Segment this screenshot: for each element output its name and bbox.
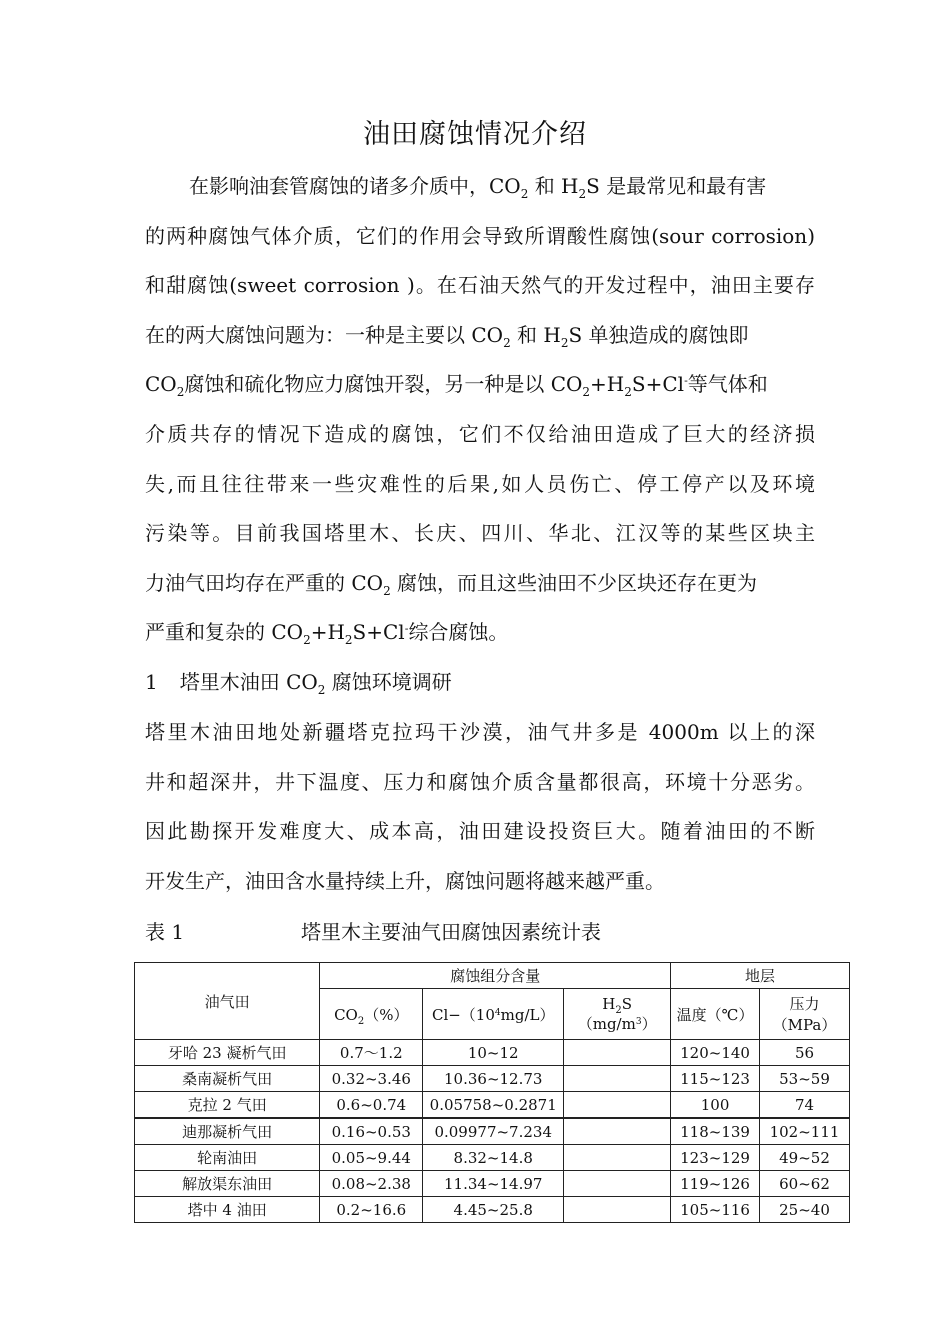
cell-field: 克拉 2 气田 xyxy=(135,1092,320,1119)
document-title: 油田腐蚀情况介绍 xyxy=(363,119,587,150)
cell-field: 轮南油田 xyxy=(135,1145,320,1171)
corrosion-factor-table xyxy=(134,962,850,1223)
cell-temp: 105~116 xyxy=(671,1197,760,1223)
text-line: 严重和复杂的 $CO_2+H_2S+Cl^-$综合腐蚀。 xyxy=(145,620,509,648)
cell-temp: 120~140 xyxy=(671,1040,760,1066)
table-row xyxy=(135,1040,850,1066)
text-line: 介质共存的情况下造成的腐蚀，它们不仅给油田造成了巨大的经济损 xyxy=(145,421,815,446)
text-line: 和甜腐蚀(sweet corrosion )。在石油天然气的开发过程中，油田主要存 xyxy=(145,273,815,298)
cell-pres: 49~52 xyxy=(760,1145,850,1171)
cell-temp: 100 xyxy=(671,1092,760,1119)
cell-h2s xyxy=(564,1118,671,1145)
cell-h2s xyxy=(564,1197,671,1223)
cell-pres: 53~59 xyxy=(760,1066,850,1092)
cell-field: 迪那凝析气田 xyxy=(135,1118,320,1145)
header-temperature: 温度（℃） xyxy=(671,989,760,1040)
text-line: $CO_2$腐蚀和硫化物应力腐蚀开裂，另一种是以 $CO_2+H_2S+Cl^-$等气体和 xyxy=(145,372,768,400)
cell-pres: 102~111 xyxy=(760,1118,850,1145)
text-line: 的两种腐蚀气体介质，它们的作用会导致所谓酸性腐蚀(sour corrosion) xyxy=(145,223,815,248)
text-line: 开发生产，油田含水量持续上升，腐蚀问题将越来越严重。 xyxy=(145,868,665,893)
header-field: 油气田 xyxy=(135,963,320,1040)
cell-co2: 0.6~0.74 xyxy=(320,1092,423,1119)
table-title: 塔里木主要油气田腐蚀因素统计表 xyxy=(301,920,601,944)
cell-co2: 0.32~3.46 xyxy=(320,1066,423,1092)
cell-cl: 8.32~14.8 xyxy=(423,1145,564,1171)
text-line: 因此勘探开发难度大、成本高，油田建设投资巨大。随着油田的不断 xyxy=(145,819,815,844)
survey-paragraph xyxy=(145,708,815,906)
text-line: 井和超深井，井下温度、压力和腐蚀介质含量都很高，环境十分恶劣。 xyxy=(145,769,815,794)
cell-temp: 119~126 xyxy=(671,1171,760,1197)
text-line: 在的两大腐蚀问题为：一种是主要以 $CO_2$ 和 $H_2S$ 单独造成的腐蚀即 xyxy=(145,322,749,350)
cell-h2s xyxy=(564,1066,671,1092)
cell-temp: 123~129 xyxy=(671,1145,760,1171)
table-row xyxy=(135,1171,850,1197)
table-caption xyxy=(145,917,601,947)
cell-co2: 0.05~9.44 xyxy=(320,1145,423,1171)
cell-field: 牙哈 23 凝析气田 xyxy=(135,1040,320,1066)
cell-co2: 0.08~2.38 xyxy=(320,1171,423,1197)
cell-cl: 10~12 xyxy=(423,1040,564,1066)
text-line: 失,而且往往带来一些灾难性的后果,如人员伤亡、停工停产以及环境 xyxy=(145,471,815,496)
intro-paragraph xyxy=(145,162,815,658)
cell-co2: 0.7～1.2 xyxy=(320,1040,423,1066)
table-row xyxy=(135,1145,850,1171)
cell-co2: 0.2~16.6 xyxy=(320,1197,423,1223)
cell-h2s xyxy=(564,1171,671,1197)
table-label: 表 1 xyxy=(145,920,185,944)
header-co2: $CO_2(\%)$ xyxy=(320,989,423,1040)
cell-cl: 0.09977~7.234 xyxy=(423,1118,564,1145)
cell-h2s xyxy=(564,1092,671,1119)
cell-temp: 115~123 xyxy=(671,1066,760,1092)
cell-pres: 74 xyxy=(760,1092,850,1119)
header-cl: $Cl-(10^4mg/L)$ xyxy=(423,989,564,1040)
table-row xyxy=(135,1118,850,1145)
header-formation: 地层 xyxy=(671,963,850,989)
text-line: 力油气田均存在严重的 $CO_2$ 腐蚀，而且这些油田不少区块还存在更为 xyxy=(145,570,758,598)
cell-pres: 25~40 xyxy=(760,1197,850,1223)
header-corrosion-components: 腐蚀组分含量 xyxy=(320,963,671,989)
table-row xyxy=(135,1197,850,1223)
text-line: 塔里木油田地处新疆塔克拉玛干沙漠，油气井多是 4000m 以上的深 xyxy=(145,720,815,744)
cell-h2s xyxy=(564,1040,671,1066)
cell-field: 塔中 4 油田 xyxy=(135,1197,320,1223)
text-line: 在影响油套管腐蚀的诸多介质中，$CO_2$ 和 $H_2S$ 是最常见和最有害 xyxy=(189,174,767,201)
section-heading: 1 塔里木油田 $CO_2$ 腐蚀环境调研 xyxy=(145,670,452,697)
table-header-row xyxy=(135,963,850,989)
cell-field: 桑南凝析气田 xyxy=(135,1066,320,1092)
cell-cl: 0.05758~0.2871 xyxy=(423,1092,564,1119)
table-row xyxy=(135,1092,850,1119)
section-number: 1 xyxy=(145,670,158,694)
header-pressure: 压力 （MPa） xyxy=(760,989,850,1040)
cell-pres: 56 xyxy=(760,1040,850,1066)
table-row xyxy=(135,1066,850,1092)
cell-temp: 118~139 xyxy=(671,1118,760,1145)
cell-pres: 60~62 xyxy=(760,1171,850,1197)
header-h2s: $H_2S(mg/m^3)$ xyxy=(564,989,671,1040)
cell-co2: 0.16~0.53 xyxy=(320,1118,423,1145)
text-line: 污染等。目前我国塔里木、长庆、四川、华北、江汉等的某些区块主 xyxy=(145,521,815,546)
cell-cl: 11.34~14.97 xyxy=(423,1171,564,1197)
cell-cl: 4.45~25.8 xyxy=(423,1197,564,1223)
cell-cl: 10.36~12.73 xyxy=(423,1066,564,1092)
cell-h2s xyxy=(564,1145,671,1171)
cell-field: 解放渠东油田 xyxy=(135,1171,320,1197)
